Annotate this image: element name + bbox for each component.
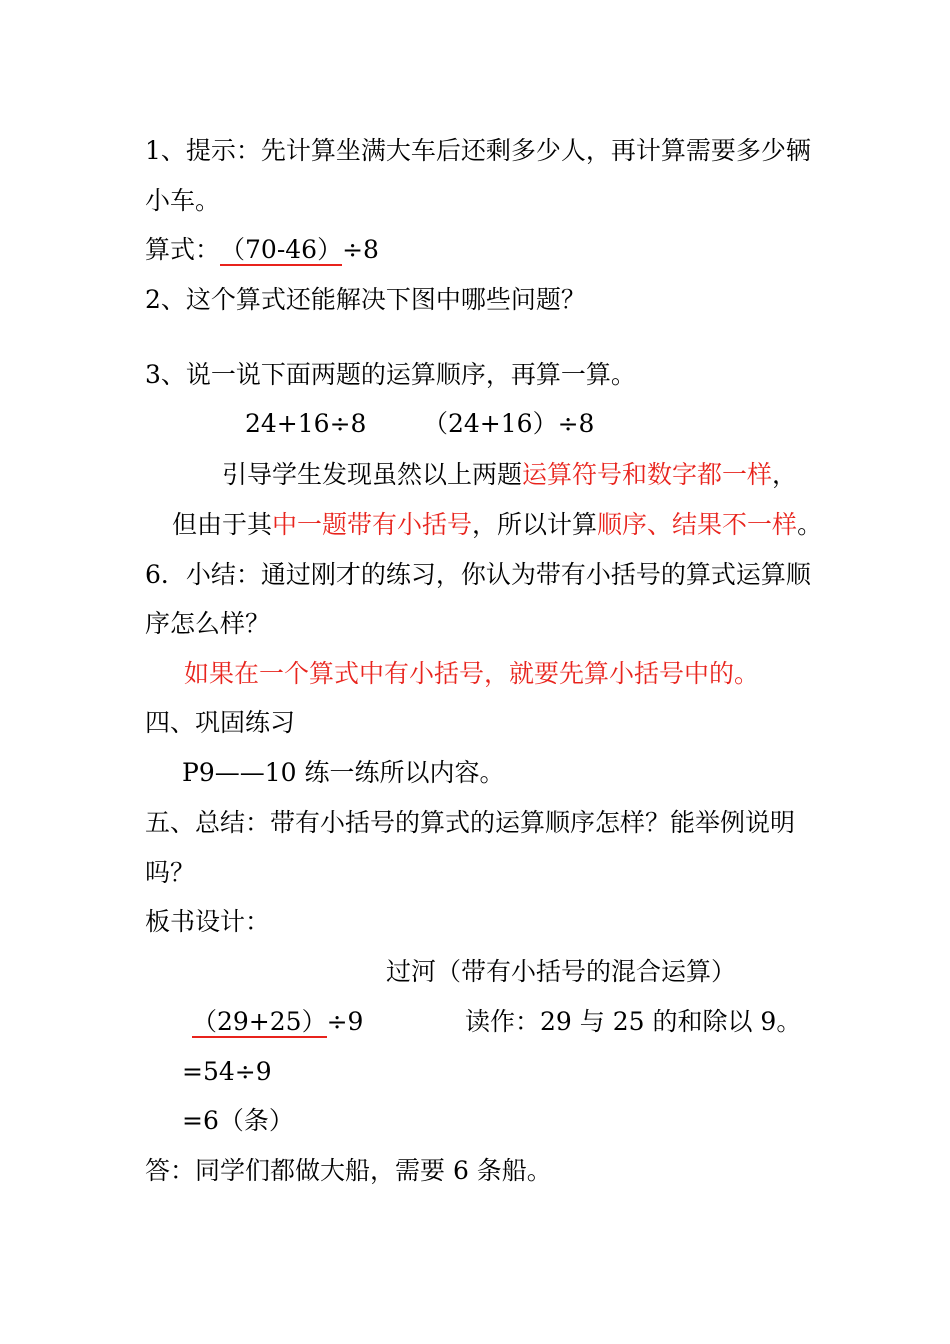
section5-line2: 吗？ — [145, 858, 196, 887]
q6-answer: 如果在一个算式中有小括号，就要先算小括号中的。 — [184, 659, 760, 688]
q3-guide-b — [172, 510, 822, 540]
section4-content: P9——10 练一练所以内容。 — [182, 758, 505, 787]
q3-title: 3、说一说下面两题的运算顺序，再算一算。 — [145, 360, 636, 389]
board-title: 过河（带有小括号的混合运算） — [386, 957, 737, 986]
q6-line1: 6．小结：通过刚才的练习，你认为带有小括号的算式运算顺 — [145, 560, 811, 589]
guide-b-emphasis-1: 中一题带有小括号 — [272, 510, 473, 539]
q3-expr2: （24+16）÷8 — [423, 409, 595, 438]
formula-label: 算式： — [145, 235, 221, 264]
guide-a-end: ， — [772, 460, 798, 489]
q1-line1: 1、提示：先计算坐满大车后还剩多少人，再计算需要多少辆 — [145, 136, 811, 165]
guide-a-text: 引导学生发现虽然以上两题 — [222, 460, 523, 489]
board-label: 板书设计： — [145, 907, 271, 936]
q3-guide-a — [222, 460, 797, 490]
board-read-as: 读作：29 与 25 的和除以 9。 — [465, 1007, 802, 1036]
board-step2: =6（条） — [182, 1106, 294, 1135]
guide-b-text: 但由于其 — [172, 510, 273, 539]
board-expr-paren: （29+25） — [192, 1007, 327, 1036]
guide-a-emphasis: 运算符号和数字都一样 — [522, 460, 773, 489]
board-expr — [192, 1007, 363, 1038]
board-answer: 答：同学们都做大船，需要 6 条船。 — [145, 1156, 552, 1185]
guide-b-mid: ，所以计算 — [472, 510, 598, 539]
q2-text: 2、这个算式还能解决下图中哪些问题？ — [145, 285, 586, 314]
section5-line1: 五、总结：带有小括号的算式的运算顺序怎样？能举例说明 — [145, 808, 796, 837]
board-step1: =54÷9 — [182, 1057, 272, 1086]
formula-answer: （70-46） — [220, 235, 343, 264]
q6-line2: 序怎么样？ — [145, 609, 271, 638]
guide-b-emphasis-2: 顺序、结果不一样 — [597, 510, 798, 539]
q1-formula — [145, 235, 379, 266]
q1-line2: 小车。 — [145, 186, 221, 215]
guide-b-end: 。 — [797, 510, 823, 539]
formula-tail: ÷8 — [342, 235, 379, 264]
q3-expr1: 24+16÷8 — [245, 409, 367, 438]
board-expr-tail: ÷9 — [326, 1007, 364, 1036]
section4-title: 四、巩固练习 — [145, 708, 296, 737]
